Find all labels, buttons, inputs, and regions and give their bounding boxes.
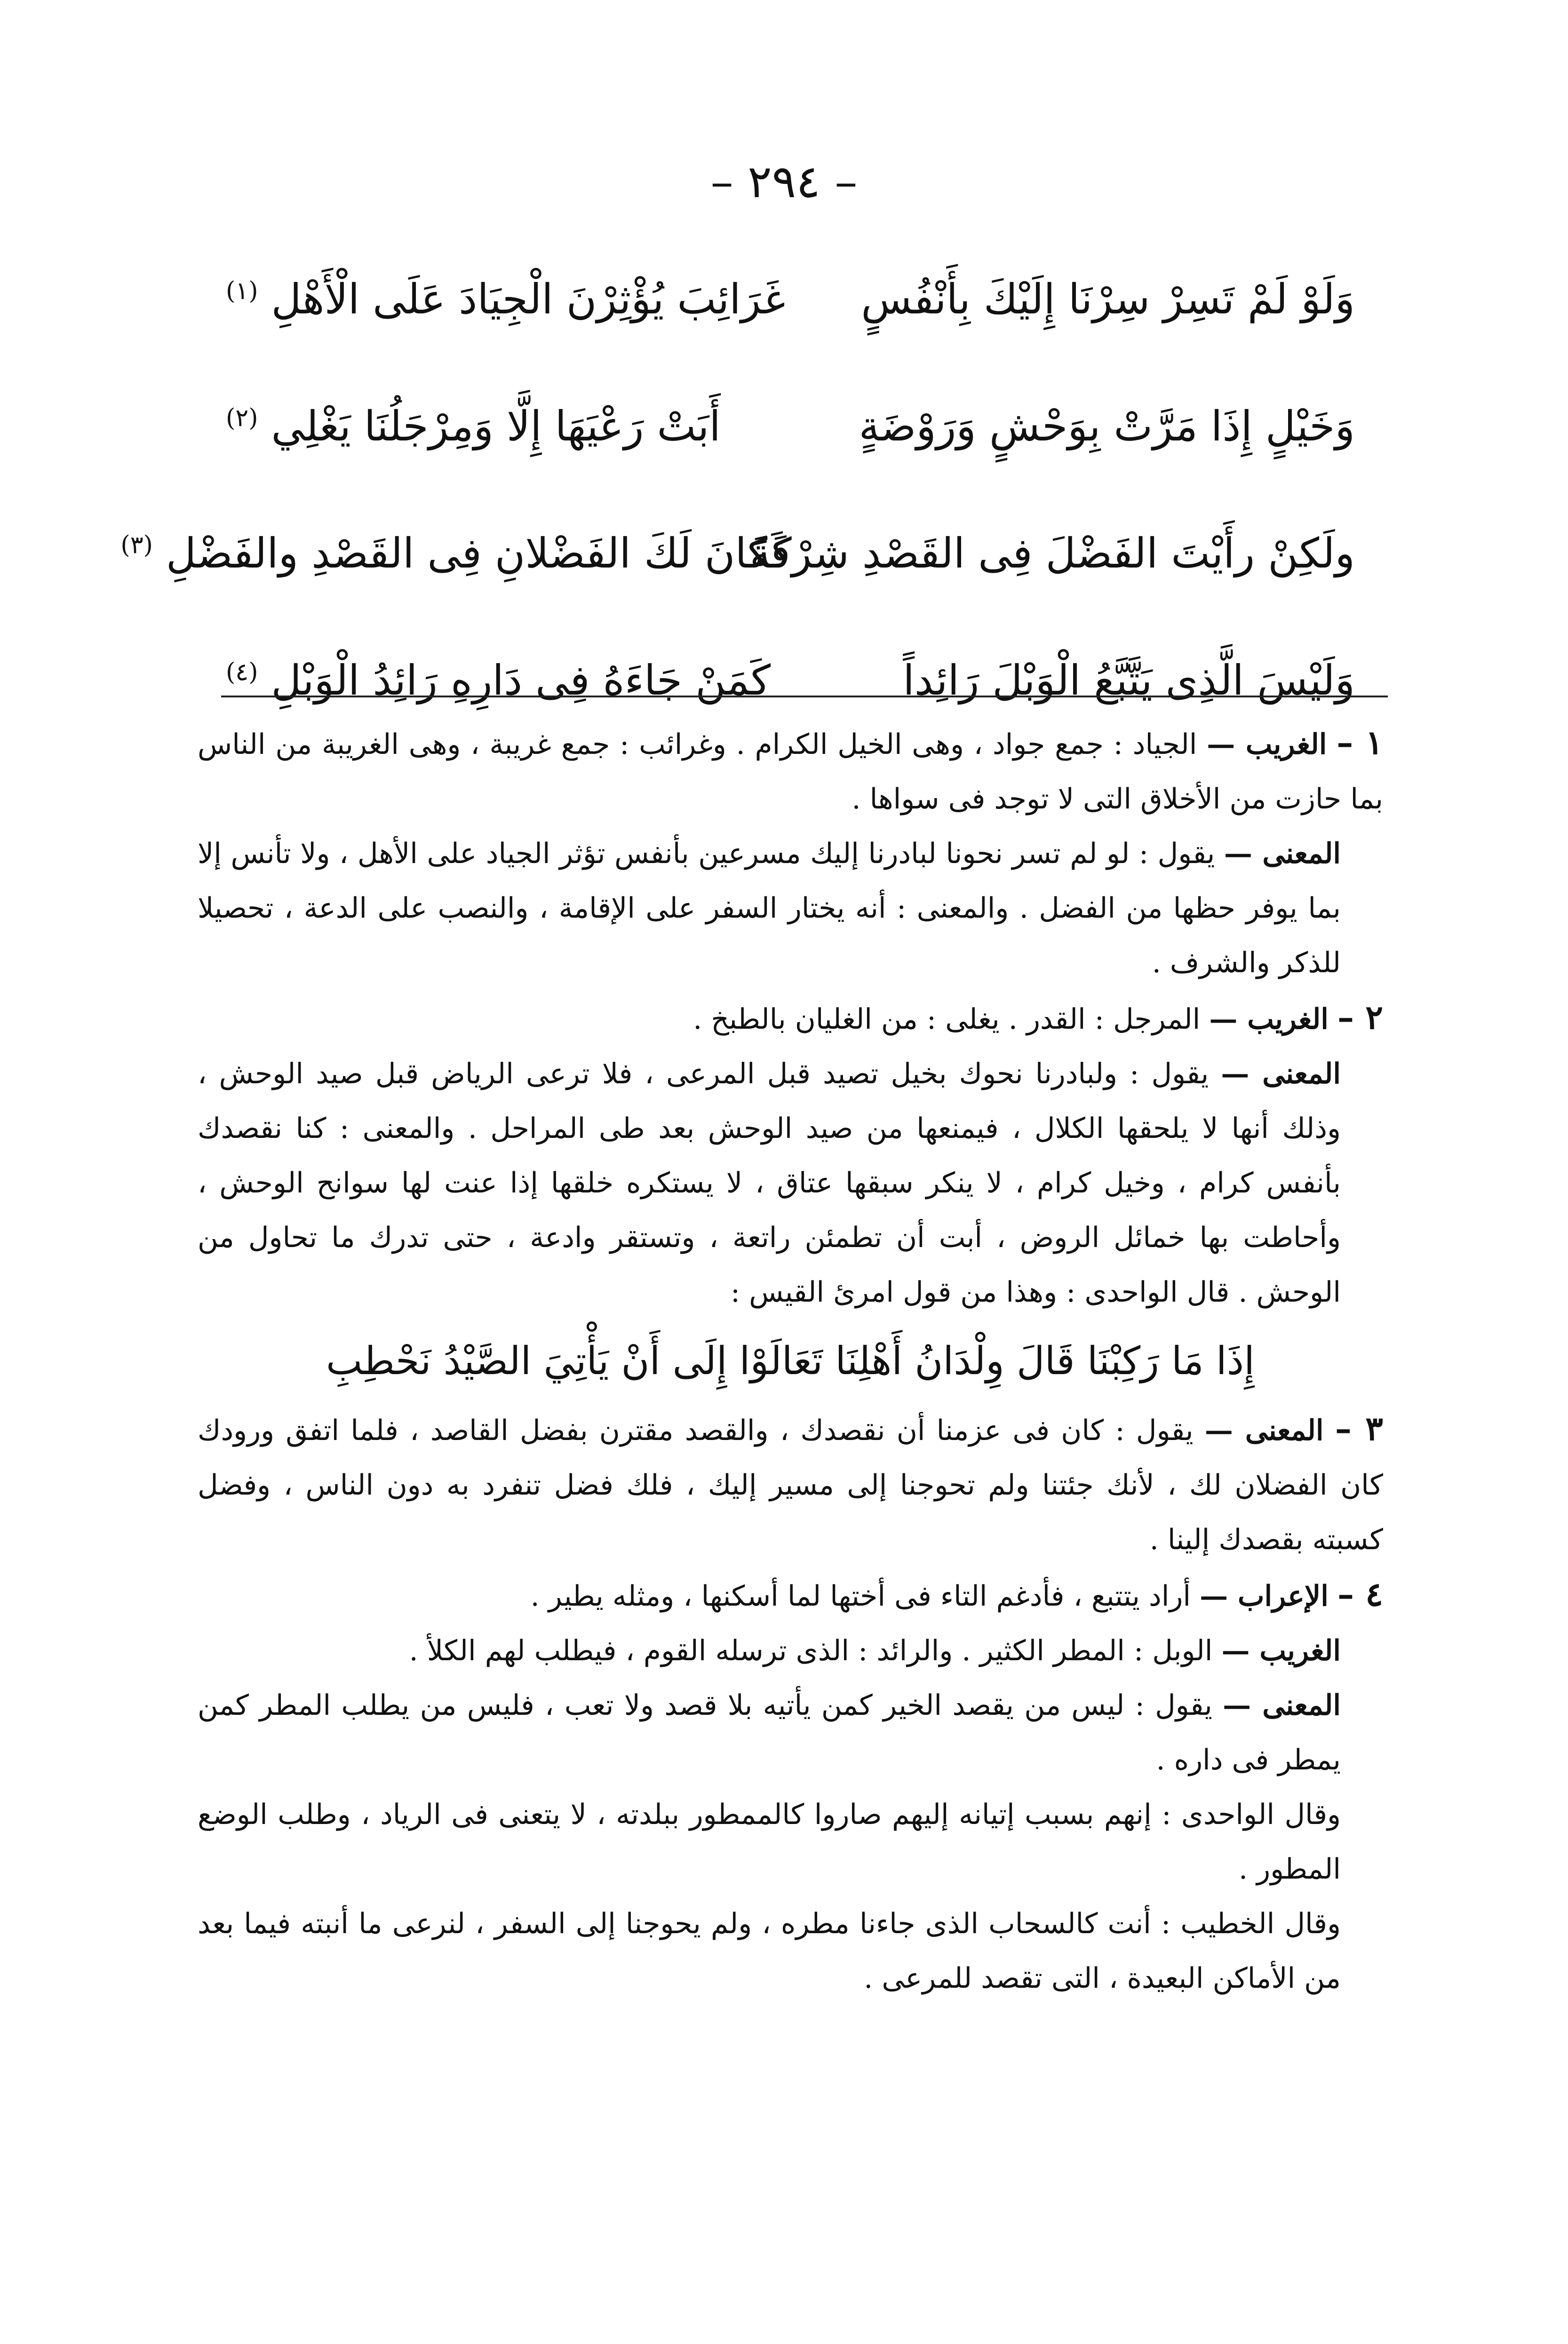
note-text: يقول : لو لم تسر نحونا لبادرنا إليك مسرعين بأنفس تؤثر الجياد على الأهل ، ولا تأنس إلا بما يوفر حظها من الفضل . والمعنى : أنه يختار السفر على الإقامة ، والنصب على الدعة ، تحصيلا للذكر والشرف . <box>198 837 1341 979</box>
note-4-maana <box>198 1678 1383 1787</box>
note-1-gharib <box>198 715 1383 826</box>
footnote-marker: (٣) <box>120 531 153 560</box>
note-text: المرجل : القدر . يغلى : من الغليان بالطبخ . <box>693 1003 1201 1036</box>
note-4-wahidi: وقال الواحدى : إنهم بسبب إتيانه إليهم صاروا كالممطور ببلدته ، لا يتعنى فى الرياد ، وطلب الوضع المطور . <box>198 1798 1341 1886</box>
verse-second-hemistich <box>226 275 790 323</box>
verse-second-text: أَبَتْ رَعْيَهَا إِلَّا وَمِرْجَلُنَا يَغْلِي <box>271 401 721 450</box>
verse-second-hemistich <box>226 402 790 450</box>
term-label: المعنى — <box>1221 1057 1341 1090</box>
term-label: الإعراب — <box>1200 1580 1329 1613</box>
verse <box>226 235 1355 362</box>
note-text: يقول : ليس من يقصد الخير كمن يأتيه بلا قصد ولا تعب ، فليس من يطلب المطر كمن يمطر فى داره . <box>198 1689 1341 1776</box>
term-label: المعنى — <box>1204 1414 1324 1447</box>
note-4-gharib <box>198 1624 1383 1678</box>
note-4-khatib: وقال الخطيب : أنت كالسحاب الذى جاءنا مطره ، ولم يحوجنا إلى السفر ، لنرعى ما أنبته فيما بعد من الأماكن البعيدة ، التى تقصد للمرعى . <box>198 1907 1341 1995</box>
note-number: ٤ – <box>1337 1575 1383 1614</box>
note-2-maana <box>198 1047 1383 1320</box>
verse <box>120 489 1355 616</box>
note-text: يقول : كان فى عزمنا أن نقصدك ، والقصد مقترن بفضل القاصد ، فلما اتفق ورودك كان الفضلان لك ، لأنك جئتنا ولم تحوجنا إلى مسير إليك ، فلك فضل تنفرد به دون الناس ، وفضل كسبته بقصدك إلينا . <box>198 1414 1383 1556</box>
note-number: ١ – <box>1337 723 1383 762</box>
verse-first-hemistich: وَلَيْسَ الَّذِى يَتَّبَّعُ الْوَبْلَ رَائِداً <box>903 656 1355 704</box>
note-1-maana <box>198 826 1383 990</box>
footnote-marker: (١) <box>226 277 258 305</box>
verse <box>226 362 1355 489</box>
note-2-gharib <box>198 990 1383 1047</box>
term-label: المعنى — <box>1223 1689 1341 1722</box>
verse-first-hemistich: وَخَيْلٍ إِذَا مَرَّتْ بِوَحْشٍ وَرَوْضَةٍ <box>859 401 1355 450</box>
verse-first-hemistich: وَلَوْ لَمْ تَسِرْ سِرْنَا إِلَيْكَ بِأَنْفُسٍ <box>861 274 1355 323</box>
note-4-irab <box>198 1567 1383 1624</box>
note-number: ٢ – <box>1337 998 1383 1037</box>
verse-second-text: فَكانَ لَكَ الفَضْلانِ فِى القَصْدِ والفَضْلِ <box>166 528 790 577</box>
note-text: الجياد : جمع جواد ، وهى الخيل الكرام . وغرائب : جمع غريبة ، وهى الغريبة من الناس بما حازت من الأخلاق التى لا توجد فى سواها . <box>198 728 1383 816</box>
quoted-verse: إِذَا مَا رَكِبْنَا قَالَ وِلْدَانُ أَهْلِنَا تَعَالَوْا إِلَى أَنْ يَأْتِيَ الصَّيْدُ نَحْطِبِ <box>326 1339 1255 1384</box>
term-label: المعنى — <box>1224 837 1341 870</box>
verse-second-hemistich <box>120 528 790 577</box>
note-3-maana <box>198 1401 1383 1567</box>
term-label: الغريب — <box>1221 1634 1341 1667</box>
verse-second-text: غَرَائِبَ يُؤْثِرْنَ الْجِيَادَ عَلَى الْأَهْلِ <box>271 274 786 323</box>
note-text: أراد يتتبع ، فأدغم التاء فى أختها لما أسكنها ، ومثله يطير . <box>530 1580 1191 1613</box>
verse-second-text: كَمَنْ جَاءَهُ فِى دَارِهِ رَائِدُ الْوَبْلِ <box>271 656 771 704</box>
note-text: الوبل : المطر الكثير . والرائد : الذى ترسله القوم ، فيطلب لهم الكلأ . <box>409 1634 1213 1667</box>
footnote-marker: (٢) <box>226 404 258 432</box>
term-label: الغريب — <box>1209 1003 1329 1036</box>
verse-first-hemistich: ولَكِنْ رأَيْتَ الفَضْلَ فِى القَصْدِ شِرْكَةً <box>749 528 1355 577</box>
page-number: – ٢٩٤ – <box>710 155 858 208</box>
footnote-marker: (٤) <box>226 658 258 687</box>
note-text: يقول : ولبادرنا نحوك بخيل تصيد قبل المرعى ، فلا ترعى الرياض قبل صيد الوحش ، وذلك أنها لا يلحقها الكلال ، فيمنعها من صيد الوحش بعد طى المراحل . والمعنى : كنا نقصدك بأنفس كرام ، وخيل كرام ، لا ينكر سبقها عتاق ، لا يستكره خلقها إذا عنت لها سوانح الوحش ، وأحاطت بها خمائل الروض ، أبت أن تطمئن راتعة ، وتستقر وادعة ، حتى تدرك ما تحاول من الوحش . قال الواحدى : وهذا من قول امرئ القيس : <box>198 1057 1341 1309</box>
separator-rule <box>221 696 1388 697</box>
commentary <box>198 715 1383 2006</box>
poem-verses <box>120 235 1355 744</box>
note-number: ٣ – <box>1335 1409 1383 1448</box>
term-label: الغريب — <box>1207 728 1327 761</box>
